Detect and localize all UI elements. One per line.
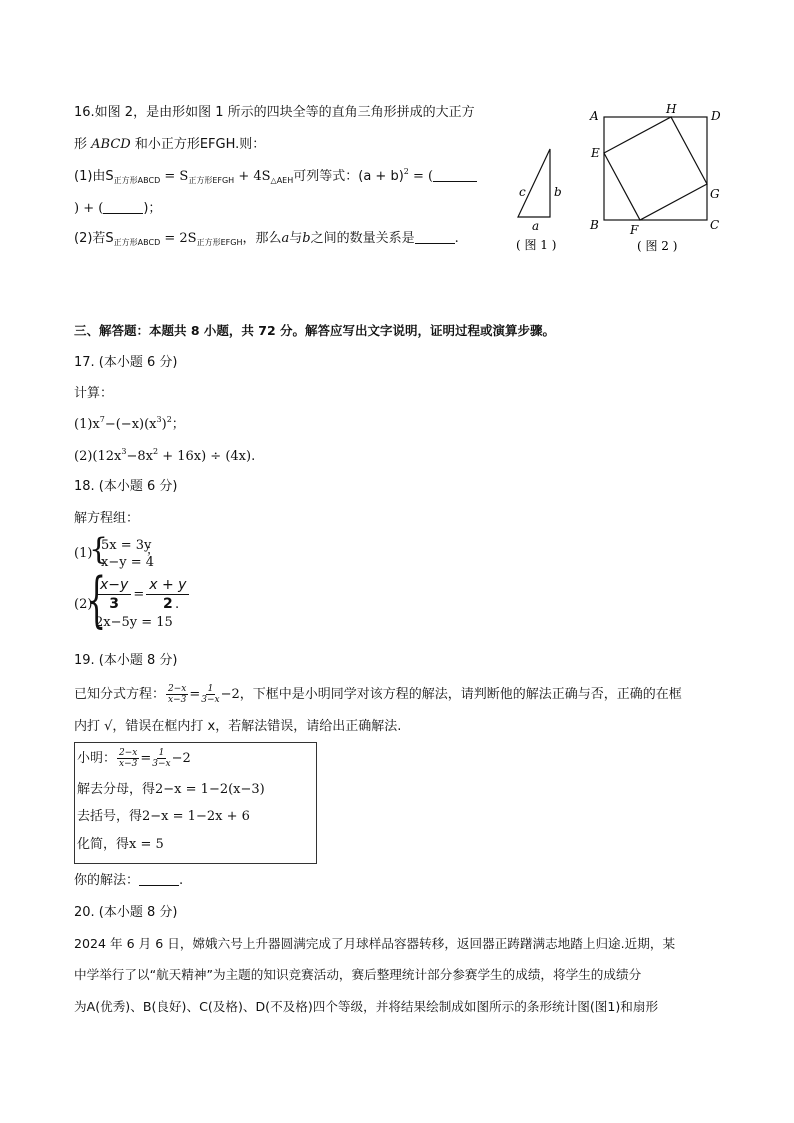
figure-1-caption: ( 图 1 ): [516, 238, 557, 252]
q18-part1-brace: {: [89, 532, 109, 567]
fraction-1-over-3-minus-x: $\frac{1}{3-x}$: [201, 684, 220, 705]
side-label-c: c: [519, 185, 526, 199]
fraction-x-minus-y-over-3: $\frac{x-y}{3}$: [97, 576, 131, 613]
xiaoming-line: 小明： $\frac{2-x}{x-3}$ = $\frac{1}{3-x}$ −2: [77, 748, 191, 769]
q18-part2-label: (2): [74, 597, 93, 612]
vertex-label-a: A: [590, 109, 599, 123]
q17-header: 17. (本小题 6 分): [74, 355, 178, 370]
q17-instruction: 计算：: [74, 386, 114, 401]
q18-part2-eq2: 2x−5y = 15: [95, 615, 173, 630]
q17-part1: $(1)x^7-(-x)(x^3)^2$；: [74, 415, 185, 432]
q19-line2: 内打 √，错误在框内打 x，若解法错误，请给出正确解法.: [74, 719, 402, 734]
figure-2-squares: [585, 100, 725, 258]
your-solution-blank[interactable]: [139, 873, 179, 886]
q18-part1-end: ；: [146, 543, 160, 558]
inner-square-efgh: [604, 117, 707, 220]
q16-line2: 形 ABCD 和小正方形EFGH.则：: [74, 137, 266, 152]
q16-part1: (1)由$S_{正方形ABCD} = S_{正方形EFGH} + 4S_{\triangle AEH}$可列等式：$(a + b)^2$ = (: [74, 168, 477, 186]
figure-1-triangle: [510, 140, 590, 255]
q16-part1-cont: ) + ( )；: [74, 201, 162, 216]
q18-part2-end: .: [175, 597, 180, 612]
vertex-label-h: H: [666, 102, 677, 116]
fraction-x-plus-y-over-2: $\frac{x + y}{2}$: [146, 576, 189, 613]
answer-blank-3[interactable]: [415, 231, 455, 244]
q20-header: 20. (本小题 8 分): [74, 905, 178, 920]
q20-line3: 为A(优秀)、B(良好)、C(及格)、D(不及格)四个等级，并将结果绘制成如图所示的条形统计图(图1)和扇形: [74, 999, 659, 1014]
box-fraction-2: $\frac{1}{3-x}$: [152, 748, 171, 769]
q18-instruction: 解方程组：: [74, 511, 140, 526]
vertex-label-d: D: [711, 109, 721, 123]
section-3-title: 三、解答题：本题共 8 小题，共 72 分。解答应写出文字说明，证明过程或演算步骤。: [74, 323, 556, 338]
q18-part2-eq1: $\frac{x-y}{3}$ = $\frac{x + y}{2}$: [95, 576, 191, 612]
vertex-label-b: B: [590, 218, 599, 232]
your-solution-line: 你的解法： .: [74, 873, 184, 888]
q18-part1-label: (1): [74, 546, 93, 561]
box-fraction-1: $\frac{2-x}{x-3}$: [119, 748, 138, 769]
xiaoming-step-2: 去括号，得2−x = 1−2x + 6: [77, 809, 250, 824]
q20-line2: 中学举行了以“航天精神”为主题的知识竞赛活动，赛后整理统计部分参赛学生的成绩，将学生的成绩分: [74, 967, 642, 982]
answer-blank-2[interactable]: [103, 201, 143, 214]
outer-square-abcd: [604, 117, 707, 220]
q18-header: 18. (本小题 6 分): [74, 479, 178, 494]
vertex-label-g: G: [710, 187, 720, 201]
q18-part2-brace: {: [87, 565, 107, 635]
figure-2-caption: ( 图 2 ): [637, 239, 678, 253]
q16-line1: 16.如图 2，是由形如图 1 所示的四块全等的直角三角形拼成的大正方: [74, 105, 475, 120]
xiaoming-step-3: 化简，得x = 5: [77, 837, 164, 852]
q18-part1-eq1: 5x = 3y: [101, 538, 152, 553]
q19-line1: 已知分式方程： $\frac{2-x}{x-3}$ = $\frac{1}{3-x}$ −2，下框中是小明同学对该方程的解法，请判断他的解法正确与否，正确的在框: [74, 684, 682, 705]
xiaoming-step-1: 解去分母，得2−x = 1−2(x−3): [77, 782, 265, 797]
vertex-label-e: E: [591, 146, 600, 160]
q17-part2: $(2)(12x^3-8x^2 + 16x) \div (4x)$.: [74, 447, 256, 464]
q16-part2: (2)若$S_{正方形ABCD} = 2S_{正方形EFGH}$，那么a与b之间的数量关系是 .: [74, 231, 459, 247]
fraction-2-minus-x-over-x-minus-3: $\frac{2-x}{x-3}$: [168, 684, 187, 705]
q19-header: 19. (本小题 8 分): [74, 653, 178, 668]
vertex-label-c: C: [710, 218, 720, 232]
q20-line1: 2024 年 6 月 6 日，嫦娥六号上升器圆满完成了月球样品容器转移，返回器正踌躇满志地踏上归途.近期，某: [74, 936, 676, 951]
side-label-a: a: [532, 219, 540, 233]
q18-part1-eq2: x−y = 4: [101, 555, 154, 570]
side-label-b: b: [554, 185, 562, 199]
right-triangle: [518, 149, 550, 217]
answer-blank-1[interactable]: [433, 169, 477, 182]
vertex-label-f: F: [630, 223, 639, 237]
